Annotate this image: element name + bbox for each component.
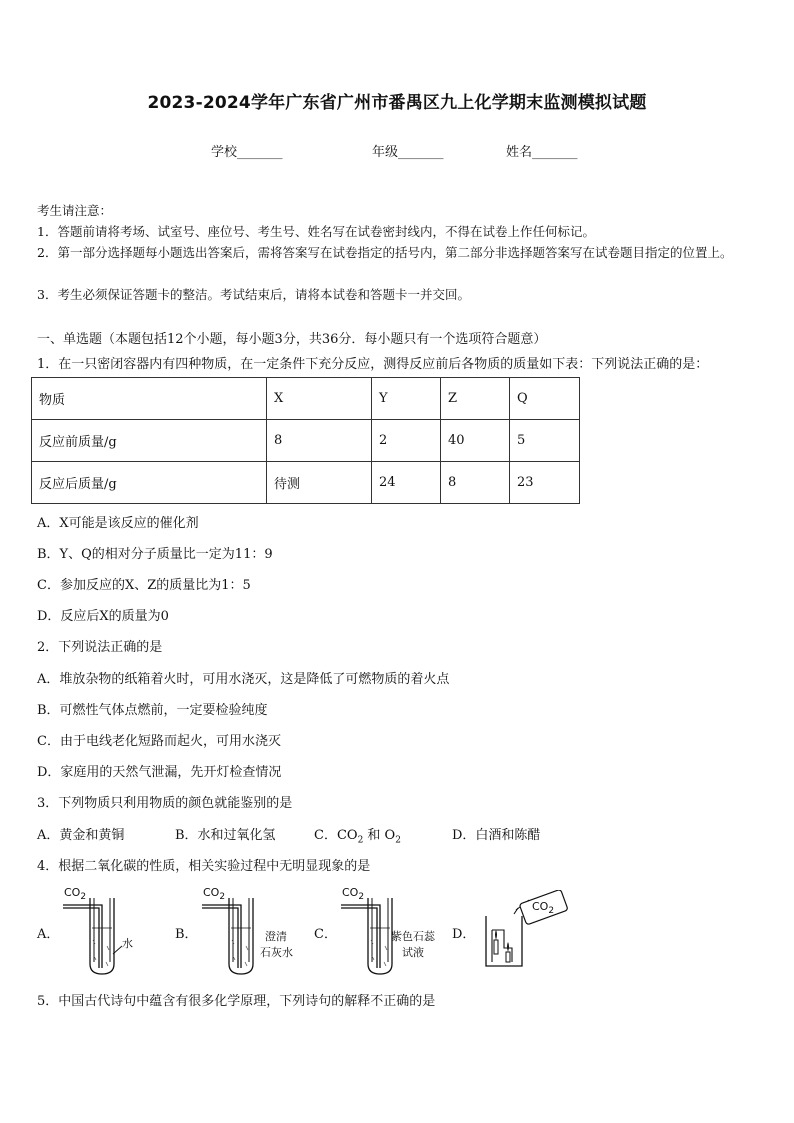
q3-option-d[interactable]: D．白酒和陈醋 [452,828,541,843]
table-cell: 待测 [267,462,372,504]
q1-table [31,377,580,504]
gas-formula: CO [64,886,81,899]
table-cell: 物质 [32,378,267,420]
q1-option-b[interactable]: B．Y、Q的相对分子质量比一定为11：9 [37,547,273,562]
school-field[interactable]: 学校_______ [211,145,283,160]
q2-option-c[interactable]: C．由于电线老化短路而起火，可用水浇灭 [37,734,281,749]
notice-item-3: 3．考生必须保证答题卡的整洁。考试结束后，请将本试卷和答题卡一并交回。 [37,287,470,302]
q2-stem: 2．下列说法正确的是 [37,640,163,655]
q2-option-d[interactable]: D．家庭用的天然气泄漏，先开灯检查情况 [37,765,282,780]
table-row [32,378,580,420]
candle-beaker-figure-d [474,890,574,978]
q3-stem: 3．下列物质只利用物质的颜色就能鉴别的是 [37,796,293,811]
q1-option-a[interactable]: A．X可能是该反应的催化剂 [37,516,199,531]
notice-header: 考生请注意： [37,203,113,218]
liquid-label-b-line1: 澄清 [265,930,287,943]
liquid-label-c-line1: 紫色石蕊 [391,930,435,943]
table-cell: 24 [372,462,441,504]
notice-item-2: 2．第一部分选择题每小题选出答案后，需将答案写在试卷指定的括号内，第二部分非选择题答案写在试卷题目指定的位置上。 [37,245,733,260]
table-cell: 反应后质量/g [32,462,267,504]
table-row [32,420,580,462]
table-cell: 8 [441,462,510,504]
gas-formula: CO [342,886,359,899]
table-cell: Q [510,378,580,420]
table-cell: 40 [441,420,510,462]
table-cell: Y [372,378,441,420]
q1-option-c[interactable]: C．参加反应的X、Z的质量比为1：5 [37,578,251,593]
subscript: 2 [80,892,87,903]
q4-option-a-label[interactable]: A． [37,927,60,942]
q2-option-b[interactable]: B．可燃性气体点燃前，一定要检验纯度 [37,703,268,718]
gas-label-c [342,886,364,902]
q4-option-d-label[interactable]: D． [452,927,476,942]
section-heading: 一、单选题（本题包括12个小题，每小题3分，共36分．每小题只有一个选项符合题意） [37,332,547,347]
gas-label-d [532,900,554,916]
gas-label-a [64,886,86,902]
table-row [32,462,580,504]
notice-item-1: 1．答题前请将考场、试室号、座位号、考生号、姓名写在试卷密封线内，不得在试卷上作任何标记。 [37,224,595,239]
table-cell: 8 [267,420,372,462]
q3-option-c-mid: 和 O [363,828,396,843]
gas-formula: CO [203,886,220,899]
q1-option-d[interactable]: D．反应后X的质量为0 [37,609,169,624]
q2-option-a[interactable]: A．堆放杂物的纸箱着火时，可用水浇灭，这是降低了可燃物质的着火点 [37,672,450,687]
grade-field[interactable]: 年级_______ [372,145,444,160]
table-cell: X [267,378,372,420]
q3-option-c[interactable] [314,824,401,846]
table-cell: 2 [372,420,441,462]
q1-stem: 1．在一只密闭容器内有四种物质，在一定条件下充分反应，测得反应前后各物质的质量如下表：下列说法正确的是： [37,357,709,372]
table-cell: Z [441,378,510,420]
gas-formula: CO [532,900,549,913]
liquid-label-a: 水 [122,937,133,950]
subscript: 2 [219,892,226,903]
gas-label-b [203,886,225,902]
q4-option-c-label[interactable]: C． [314,927,337,942]
q4-stem: 4．根据二氧化碳的性质，相关实验过程中无明显现象的是 [37,859,371,874]
name-field[interactable]: 姓名_______ [506,145,578,160]
q3-option-c-prefix: C．CO [314,828,358,843]
q3-option-b[interactable]: B．水和过氧化氢 [175,828,276,843]
q4-option-b-label[interactable]: B． [175,927,198,942]
subscript: 2 [357,835,364,846]
subscript: 2 [548,906,555,917]
q5-stem: 5．中国古代诗句中蕴含有很多化学原理，下列诗句的解释不正确的是 [37,994,436,1009]
table-cell: 反应前质量/g [32,420,267,462]
liquid-label-b-line2: 石灰水 [260,946,293,959]
table-cell: 5 [510,420,580,462]
liquid-label-c-line2: 试液 [402,946,424,959]
q3-option-a[interactable]: A．黄金和黄铜 [37,828,125,843]
page-title: 2023-2024学年广东省广州市番禺区九上化学期末监测模拟试题 [147,93,647,113]
table-cell: 23 [510,462,580,504]
subscript: 2 [358,892,365,903]
subscript: 2 [395,835,401,846]
